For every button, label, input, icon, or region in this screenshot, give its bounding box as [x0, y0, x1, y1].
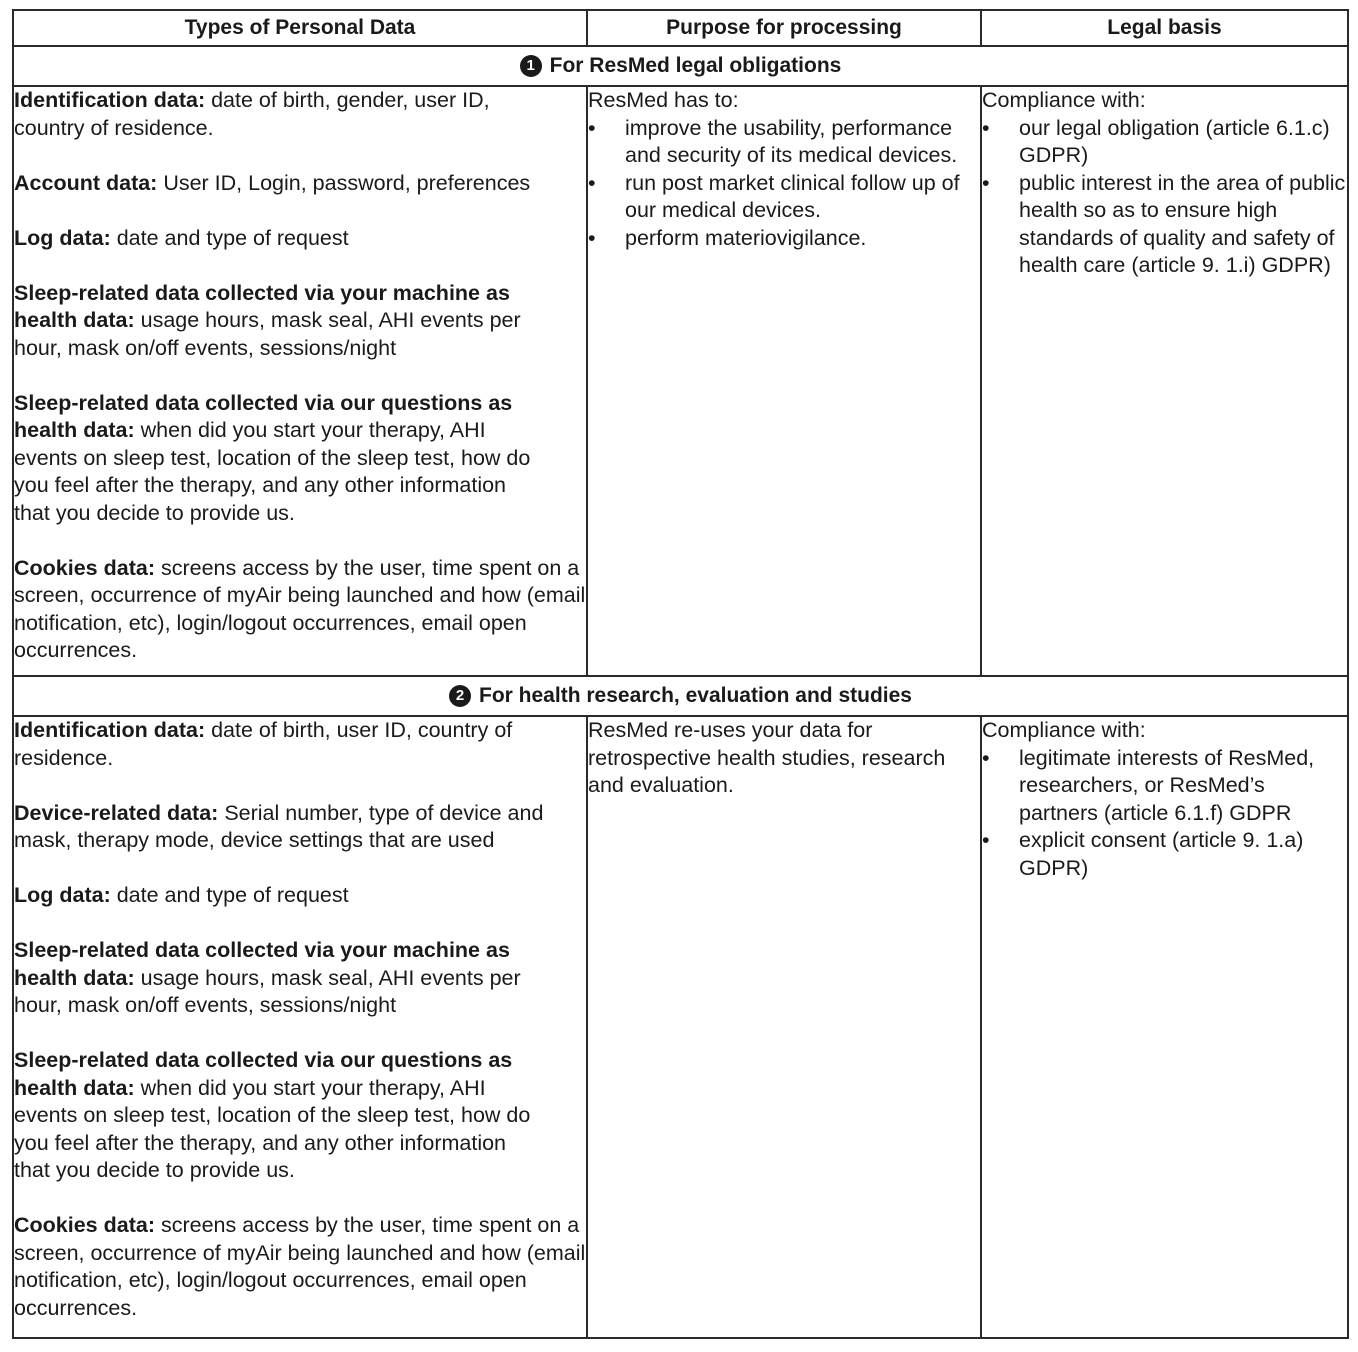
data-item	[14, 225, 586, 253]
data-types-cell	[13, 86, 587, 676]
purpose-cell	[587, 86, 981, 676]
data-item	[14, 800, 586, 855]
legal-intro: Compliance with:	[982, 88, 1146, 112]
data-item-label: Account data:	[14, 170, 158, 195]
section-number-badge: 2	[449, 685, 471, 707]
data-item-text: when did you start your therapy, AHI events on sleep test, location of the sleep test, how do you feel after the therapy, and any other information that you decide to provide us.	[14, 1075, 531, 1182]
data-item	[14, 390, 539, 528]
legal-basis-cell	[981, 716, 1348, 1338]
data-item-text: date and type of request	[110, 883, 349, 907]
data-item-label: Sleep-related data collected via our questions as health data:	[14, 1048, 513, 1100]
data-item-label: Cookies data:	[14, 555, 155, 580]
data-item	[14, 1047, 539, 1185]
header-types-of-data: Types of Personal Data	[13, 10, 587, 46]
purpose-cell	[587, 716, 981, 1338]
data-item-text: screens access by the user, time spent on a screen, occurrence of myAir being launched and how (email notification, etc), login/logout occurrences, email open occurrences.	[14, 555, 586, 662]
data-item-text: User ID, Login, password, preferences	[157, 170, 531, 195]
data-item-label: Identification data:	[14, 718, 206, 742]
legal-item: • explicit consent (article 9. 1.a) GDPR)	[982, 827, 1347, 882]
data-item-text: usage hours, mask seal, AHI events per hour, mask on/off events, sessions/night	[14, 308, 521, 360]
data-item-text: date of birth, user ID, country of residence.	[14, 718, 513, 770]
legal-item: • our legal obligation (article 6.1.c) GDPR)	[982, 115, 1347, 170]
section-heading-row	[13, 676, 1348, 716]
header-purpose: Purpose for processing	[587, 10, 981, 46]
section-content-row	[13, 716, 1348, 1338]
purpose-list	[588, 115, 980, 253]
section-content-row	[13, 86, 1348, 676]
legal-item: • public interest in the area of public health so as to ensure high standards of quality and safety of health care (article 9. 1.i) GDPR)	[982, 170, 1347, 280]
data-item	[14, 717, 586, 772]
data-item-text: date and type of request	[110, 225, 349, 250]
section-heading	[13, 676, 1348, 716]
data-item	[14, 280, 559, 363]
data-item	[14, 170, 586, 198]
purpose-item: • run post market clinical follow up of our medical devices.	[588, 170, 980, 225]
data-item-label: Sleep-related data collected via your machine as health data:	[14, 280, 510, 332]
purpose-item: • perform materiovigilance.	[588, 225, 980, 253]
data-item-label: Identification data:	[14, 88, 206, 112]
data-item-text: usage hours, mask seal, AHI events per hour, mask on/off events, sessions/night	[14, 965, 521, 1017]
data-item	[14, 937, 559, 1020]
section-title: For health research, evaluation and studies	[479, 684, 912, 707]
data-item-text: when did you start your therapy, AHI events on sleep test, location of the sleep test, how do you feel after the therapy, and any other information that you decide to provide us.	[14, 418, 531, 525]
data-item-text: date of birth, gender, user ID, country of residence.	[14, 88, 490, 140]
data-item	[14, 1212, 586, 1322]
personal-data-table	[12, 9, 1349, 1339]
purpose-intro: ResMed re-uses your data for retrospective health studies, research and evaluation.	[588, 718, 946, 797]
header-legal-basis: Legal basis	[981, 10, 1348, 46]
data-item-label: Cookies data:	[14, 1213, 155, 1237]
data-item-label: Sleep-related data collected via our questions as health data:	[14, 390, 513, 442]
data-item-text: Serial number, type of device and mask, therapy mode, device settings that are used	[14, 800, 544, 852]
section-number-badge: 1	[520, 55, 542, 77]
header-row	[13, 10, 1348, 46]
data-item-label: Log data:	[14, 883, 111, 907]
legal-basis-cell	[981, 86, 1348, 676]
data-item-label: Device-related data:	[14, 800, 219, 825]
legal-list	[982, 115, 1347, 280]
data-item	[14, 87, 534, 142]
data-item-label: Sleep-related data collected via your machine as health data:	[14, 938, 510, 990]
data-item	[14, 882, 586, 910]
purpose-item: • improve the usability, performance and security of its medical devices.	[588, 115, 980, 170]
legal-intro: Compliance with:	[982, 718, 1146, 742]
legal-list	[982, 745, 1347, 883]
section-heading	[13, 46, 1348, 86]
data-item	[14, 555, 586, 665]
legal-item: • legitimate interests of ResMed, researchers, or ResMed’s partners (article 6.1.f) GDPR	[982, 745, 1347, 828]
purpose-intro: ResMed has to:	[588, 88, 739, 112]
data-item-text: screens access by the user, time spent on a screen, occurrence of myAir being launched and how (email notification, etc), login/logout occurrences, email open occurrences.	[14, 1213, 586, 1320]
data-types-cell	[13, 716, 587, 1338]
data-item-label: Log data:	[14, 225, 111, 250]
section-heading-row	[13, 46, 1348, 86]
section-title: For ResMed legal obligations	[549, 54, 842, 77]
